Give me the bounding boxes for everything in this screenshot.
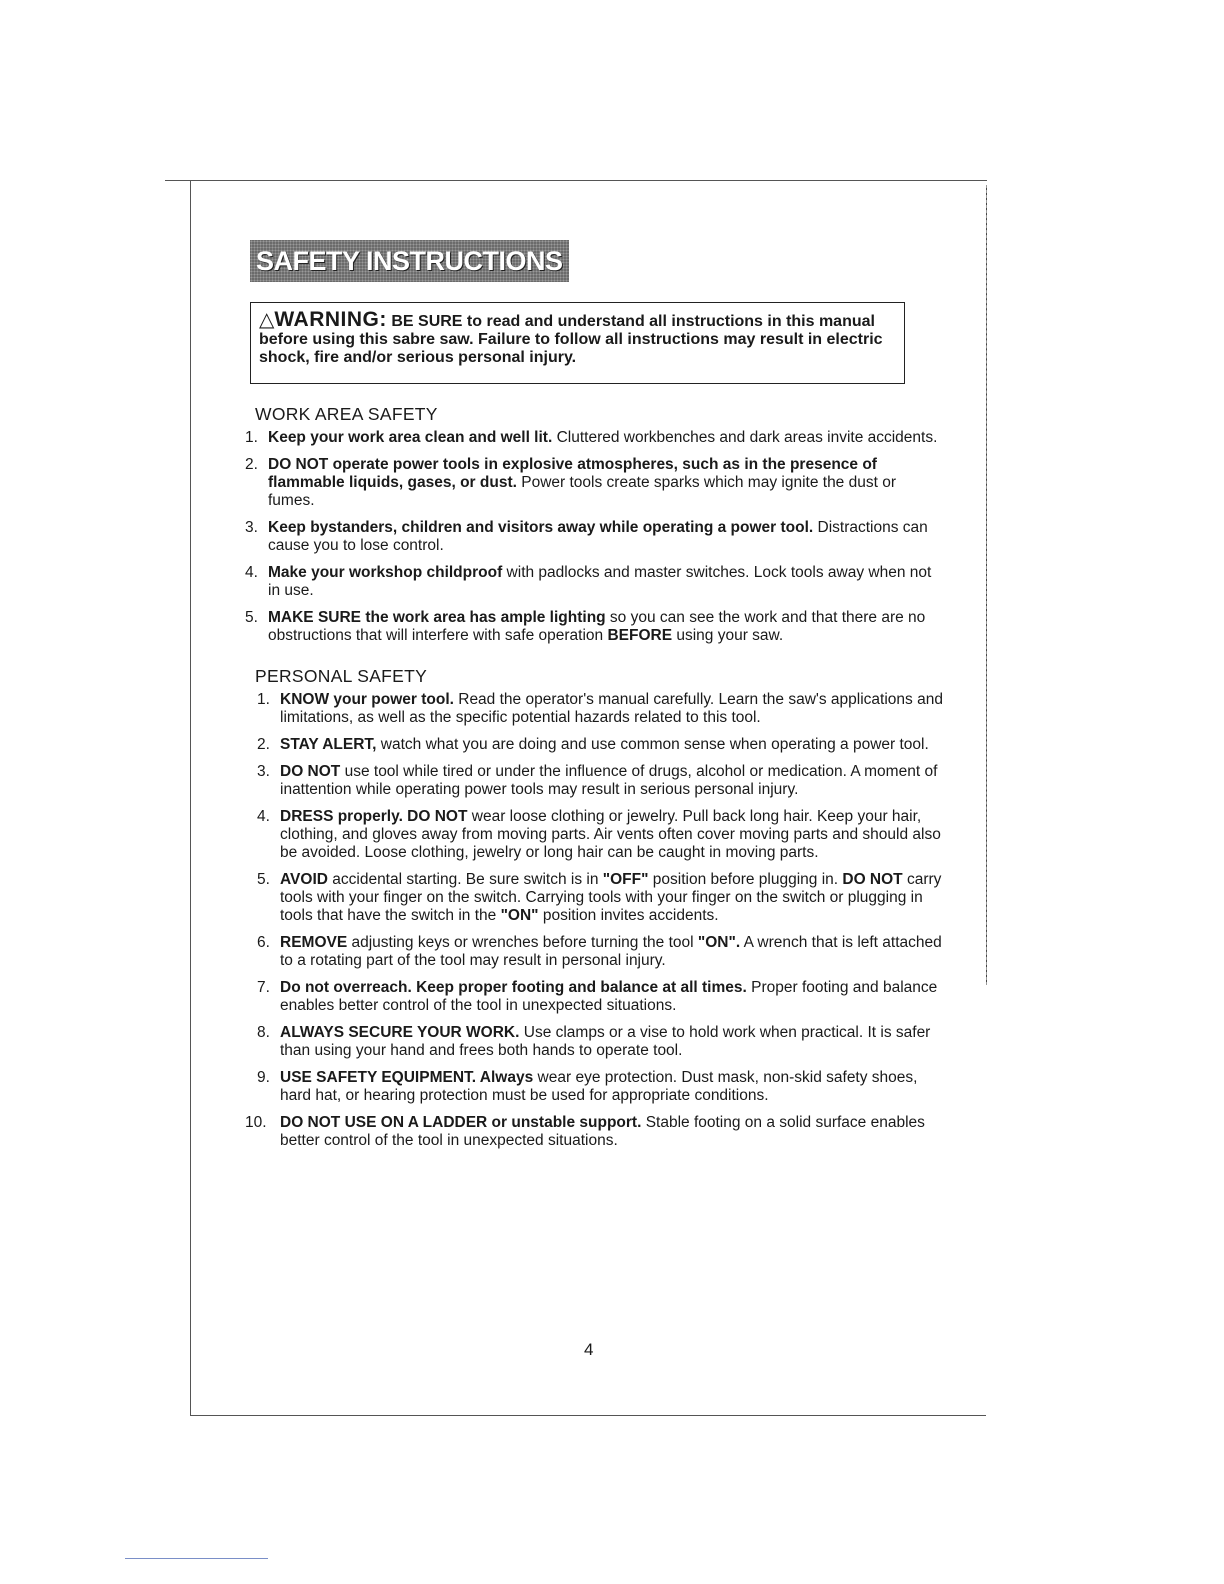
instructions-content [245,405,945,1159]
page-frame-left [190,180,191,1416]
item-text: watch what you are doing and use common sense when operating a power tool. [376,736,929,753]
page-frame-right [986,185,987,985]
item-number: 10. [245,1114,267,1131]
item-number: 4. [257,808,270,825]
item-emphasis: Keep bystanders, children and visitors away while operating a power tool. [268,519,814,536]
item-text: using your saw. [672,627,784,644]
list-item [245,871,945,925]
list-item [245,979,945,1015]
item-text: position invites accidents. [538,907,719,924]
item-text: Use clamps or a vise to hold work when practical. It is safer than using your hand and frees both hands to operate tool. [280,1024,931,1059]
list-item [245,691,945,727]
item-number: 1. [257,691,270,708]
list-item [245,763,945,799]
item-text: adjusting keys or wrenches before turning the tool [347,934,698,951]
list-item [245,429,945,447]
item-emphasis: DRESS properly. DO NOT [280,808,468,825]
item-text: use tool while tired or under the influence of drugs, alcohol or medication. A moment of inattention while operating power tools may result in serious personal injury. [280,763,938,798]
item-emphasis: DO NOT [280,763,341,780]
item-text: Cluttered workbenches and dark areas invite accidents. [552,429,938,446]
item-emphasis: "OFF" [602,871,649,888]
item-text: Power tools create sparks which may ignite the dust or fumes. [268,474,896,509]
list-item [245,456,945,510]
item-emphasis: Do not overreach. Keep proper footing and balance at all times. [280,979,747,996]
item-number: 6. [257,934,270,951]
item-text: position before plugging in. [648,871,843,888]
item-emphasis: KNOW your power tool. [280,691,454,708]
scan-edge-line [125,1558,268,1559]
item-text: Stable footing on a solid surface enables better control of the tool in unexpected situations. [280,1114,925,1149]
item-number: 2. [245,456,258,473]
item-text: wear eye protection. Dust mask, non-skid safety shoes, hard hat, or hearing protection must be used for appropriate conditions. [280,1069,918,1104]
item-emphasis: MAKE SURE the work area has ample lighting [268,609,606,626]
item-number: 3. [257,763,270,780]
item-number: 1. [245,429,258,446]
list-item [245,1114,945,1150]
item-text: wear loose clothing or jewelry. Pull back long hair. Keep your hair, clothing, and gloves away from moving parts. Air vents often cover moving parts and should also be avoided. Loose clothing, jewelry or long hair can be caught in moving parts. [280,808,941,861]
section-heading: WORK AREA SAFETY [255,404,438,424]
warning-box [250,302,905,384]
section-banner: SAFETY INSTRUCTIONS [250,240,569,282]
list-item [245,808,945,862]
item-text: Proper footing and balance enables better control of the tool in unexpected situations. [280,979,938,1014]
item-emphasis: USE SAFETY EQUIPMENT. Always [280,1069,534,1086]
item-emphasis: Keep your work area clean and well lit. [268,429,553,446]
list-item [245,1069,945,1105]
item-number: 7. [257,979,270,996]
warning-triangle-icon: △ [259,309,275,331]
page-number: 4 [584,1340,594,1359]
item-emphasis: DO NOT [842,871,903,888]
item-text: accidental starting. Be sure switch is in [327,871,603,888]
item-text: carry tools with your finger on the switch. Carrying tools with your finger on the switch or plugging in tools that have the switch in the [280,871,942,924]
list-item [245,1024,945,1060]
page-frame-bottom [190,1415,986,1416]
item-emphasis: STAY ALERT, [280,736,377,753]
item-text: so you can see the work and that there are no obstructions that will interfere with safe operation [268,609,926,644]
list-item [245,519,945,555]
item-number: 5. [257,871,270,888]
item-text: with padlocks and master switches. Lock tools away when not in use. [268,564,932,599]
item-text: Read the operator's manual carefully. Learn the saw's applications and limitations, as well as the specific potential hazards related to this tool. [280,691,943,726]
warning-label: WARNING: [274,308,387,331]
item-text: Distractions can cause you to lose control. [268,519,928,554]
item-number: 3. [245,519,258,536]
page-frame-top [165,180,987,181]
section-personal-safety [245,667,945,1150]
item-text: A wrench that is left attached to a rotating part of the tool may result in personal injury. [280,934,942,969]
item-number: 8. [257,1024,270,1041]
item-emphasis: "ON". [697,934,741,951]
item-emphasis: Make your workshop childproof [268,564,503,581]
section-work-area-safety [245,405,945,645]
item-emphasis: "ON" [500,907,539,924]
item-number: 9. [257,1069,270,1086]
item-emphasis: ALWAYS SECURE YOUR WORK. [280,1024,520,1041]
section-heading: PERSONAL SAFETY [255,666,428,686]
list-item [245,736,945,754]
item-number: 4. [245,564,258,581]
list-item [245,934,945,970]
item-emphasis: DO NOT USE ON A LADDER or unstable support. [280,1114,642,1131]
item-emphasis: AVOID [280,871,328,888]
list-item [245,564,945,600]
item-number: 2. [257,736,270,753]
item-emphasis: REMOVE [280,934,348,951]
list-item [245,609,945,645]
warning-text: BE SURE to read and understand all instructions in this manual before using this sabre saw. Failure to follow all instructions may result in electric shock, fire and/or serious personal injury. [259,313,883,366]
item-emphasis: DO NOT operate power tools in explosive atmospheres, such as in the presence of flammable liquids, gases, or dust. [268,456,877,491]
item-emphasis: BEFORE [607,627,673,644]
item-number: 5. [245,609,258,626]
